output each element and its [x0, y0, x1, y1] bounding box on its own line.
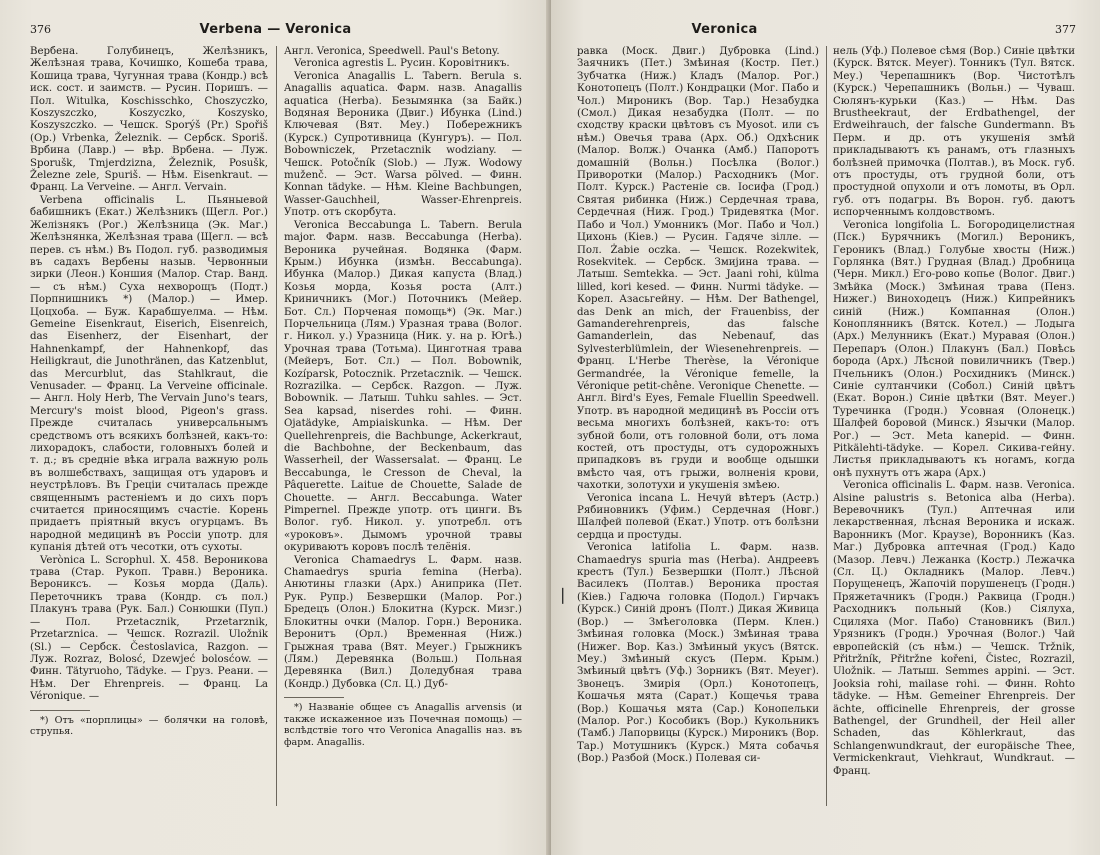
- entry-verbena-officinalis: Verbena officinalis L. Пьяныевой бабишникъ (Екат.) Желѣзникъ (Щегл. Рог.) Желізнякъ (Рог.) Желѣзница (Эк. Маг.) Желѣзнянка, Желѣзная трава (Щегл. — всѣ перев. съ нѣм.) Въ Подол. губ. разводимыя въ садахъ Вербены назыв. Червонныи зирки (Леон.) Коншия (Малор. Стар. Ванд. — съ нѣм.) Суха нехворощъ (Подт.) Порпнишникъ *) (Малор.) — Имер. Цоцхоба. — Буж. Карабшуелма. — Нѣм. Gemeine Eisenkraut, Eiserich, Eisenreich, das Eisenherz, der Eisenhart, der Hahnenkampf, der Hahnenkopf, das Heiligkraut, die Junothränen, das Katzenblut, das Mercurblut, das Stahlkraut, die Venusader. — Франц. La Verveine officinale. — Англ. Holy Herb, The Vervain Juno's tears, Mercury's moist blood, Pigeon's grass. Прежде считалась универсальнымъ средствомъ отъ всякихъ болѣзней, какъ-то: лихорадокъ, слабости, головныхъ болей и т. д.; въ средніе вѣка играла важную роль въ волшебствахъ, защищая отъ ударовъ и неустрѣловъ. Въ Греціи считалась прежде священнымъ растеніемъ и до сихъ поръ считается приносящимъ счастіе. Корень придаетъ пріятный вкусъ огурцамъ. Въ народной медицинѣ въ Россіи употр. для купанія дѣтей отъ чесотки, отъ сухоты.: [30, 194, 268, 554]
- entry-veronica-anagallis: Veronica Anagallis L. Tabern. Berula s. Anagallis aquatica. Фарм. назв. Anagallis aquatica (Herba). Безымянка (за Байк.) Водяная Вероника (Двиг.) Ибунка (Lind.) Ключевая (Вят. Меу.) Побережникъ (Курск.) Супротивница (Кунгуръ). — Пол. Bobowniczek, Przetacznik wodziany. — Чешск. Potočník (Slob.) — Луж. Wodowy muženč. — Эст. Warsa põlved. — Финн. Konnan tädyke. — Нѣм. Kleine Bachbungen, Wasser-Gauchheil, Wasser-Ehrenpreis. Употр. отъ скорбута.: [284, 70, 522, 219]
- entry-veronica-officinalis: Veronica officinalis L. Фарм. назв. Veronica. Alsine palustris s. Betonica alba (Herba). Веревочникъ (Тул.) Аптечная или лекарственная, лѣсная Вероника и искаж. Варонникъ (Мог. Краузе), Воронникъ (Каз. Маг.) Дубровка аптечная (Грод.) Кадо (Мазор. Левч.) Лежанка (Костр.) Лежачка (Сл. Ц.) Окладникъ (Малор. Левч.) Порущенецъ, Жапочій порушенецъ (Гродн.) Пряжетачникъ (Гродн.) Раквица (Гродн.) Расходникъ польный (Ков.) Сіялуха, Сциляха (Мог. Пабо) Становникъ (Вил.) Урязникъ (Гродн.) Урочная (Волог.) Чай европейскій (съ нѣм.) — Чешск. Tržnik, Přitržník, Přitržne kořeni, Čistec, Rozrazil, Uložnik. — Латыш. Semmes appini. — Эст. Jooksia rohi, mailase rohi. — Финн. Rohto tädyke. — Нѣм. Gemeiner Ehrenpreis. Der ächte, officinelle Ehrenpreis, der grosse Bathengel, der Grundheil, der Heil aller Schaden, das Köhlerkraut, das Schlangenwundkraut, der europäische Thee, Vermickenkraut, Viehkraut, Wundkraut. — Франц.: [833, 480, 1075, 777]
- column-divider: [276, 46, 277, 806]
- right-page: [551, 0, 1100, 855]
- entry-veronica-longifolia: Veronica longifolia L. Богородицелистная (Пск.) Бурячникъ (Могил.) Вероникъ, Героникъ (Влад.) Голубые хвосты (Ниж.) Горлянка (Вят.) Грудная (Влад.) Дробница (Черн. Микл.) Его-рово копье (Волог. Двиг.) Змѣйка (Моск.) Змѣиная трава (Пенз. Нижег.) Виноходецъ (Ниж.) Кипрейникъ синій (Ниж.) Компанная (Олон.) Коноплянникъ (Вятск. Котел.) — Лодыга (Арх.) Мелунникъ (Екат.) Муравая (Олон.) Перепаръ (Олон.) Плакунъ (Бал.) Повѣсь борода (Арх.) Лѣсной повиличникъ (Твер.) Пчельникъ (Олон.) Росхидникъ (Минск.) Синіе султанчики (Собол.) Синій цвѣтъ (Екат. Ворон.) Синіе цвѣтки (Вят. Меуег.) Туречинка (Гродн.) Усовная (Олонецк.) Шалфей боровой (Минск.) Язычки (Малор. Рог.) — Эст. Meta kanepid. — Финн. Pitkälehti-tädyke. — Корел. Сикива-гейну. Листья прикладываютъ къ ногамъ, когда онѣ пухнутъ отъ жара (Арх.): [833, 219, 1075, 479]
- paragraph: равка (Моск. Двиг.) Дубровка (Lind.) Заячникъ (Пет.) Змѣиная (Костр. Пет.) Зубчатка (Ниж.) Кладъ (Малор. Рог.) Конотопецъ (Полт.) Кондрацки (Мог. Пабо и Чол.) Мироникъ (Вор. Тар.) Незабудка (Смол.) Дикая незабудка (Полт. — по сходству краски цвѣтовъ съ Myosot. или съ нѣм.) Овечья трава (Арх. Об.) Одхѣсник (Малор. Волж.) Очанка (Амб.) Папоротъ домашній (Вольн.) Посѣлка (Волог.) Приворотки (Малор.) Расходникъ (Мог. Полт. Курск.) Растеніе св. Іосифа (Грод.) Святая рибинка (Ниж.) Сердечная трава, Сердечная (Ниж. Грод.) Тридевятка (Мог. Пабо и Чол.) Умонникъ (Мог. Пабо и Чол.) Цихонь (Кіев.) — Русин. Гадяче зілле. — Пол. Żabie oczka. — Чешск. Rozekwitek, Rosekvitek. — Сербск. Змијина трава. — Латыш. Semtekka. — Эст. Jaani rohi, külma lilled, kori kesed. — Финн. Nurmi tädyke. — Корел. Азасьгейну. — Нѣм. Der Bathengel, das Denk an mich, der Frauenbiss, der Gamanderehrenpreis, das falsche Gamanderlein, das Nebenauf, das Sylvesterblümlein, der Wiesenehrenpreis. — Франц. L'Herbe Therèse, la Véronique Germandrée, la Véronique femelle, la Véronique petit-chêne. Veronique Chenette. — Англ. Bird's Eyes, Female Fluellin Speedwell. Употр. въ народной медицинѣ въ Россіи отъ весьма многихъ болѣзней, какъ-то: отъ зубной боли, отъ головной боли, отъ лома костей, отъ простуды, отъ судорожныхъ припадковъ въ груди и вообще одышки вмѣсто чая, отъ грыжи, волненія крови, чахотки, золотухи и укушенія змѣею.: [577, 46, 819, 492]
- paragraph: нель (Уф.) Полевое сѣмя (Вор.) Синіе цвѣтки (Курск. Вятск. Меуег). Тонникъ (Тул. Вятск. Меу.) Черепашникъ (Вор. Чистотѣлъ (Курск.) Черепашникъ (Вольн.) — Чуваш. Сюлянъ-курьки (Каз.) — Нѣм. Das Brustheekraut, der Erdbathengel, der Erdweihrauch, der falsche Gundermann. Въ Перм. и др. отъ укушенія змѣй прикладываютъ къ ранамъ, отъ глазныхъ болѣзней примочка (Полтав.), въ Моск. губ. отъ простуды, отъ грудной боли, отъ простудной опухоли и отъ ломоты, въ Орл. губ. отъ подагры. Въ Ворон. губ. даютъ испорченнымъ колдовствомъ.: [833, 46, 1075, 219]
- right-running-head: [573, 20, 1076, 40]
- entry-veronica-chamaedrys: Veronica Chamaedrys L. Фарм. назв. Chamaedrys spuria femina (Herba). Анютины глазки (Арх.) Аниприка (Пет. Рук. Рупр.) Безвершки (Малор. Рог.) Бредецъ (Олон.) Блокитна (Курск. Мизг.) Блокитны очки (Малор. Горн.) Вероника. Веронитъ (Орл.) Временная (Ниж.) Грыжная трава (Вят. Меуег.) Грыжникъ (Лям.) Деревянка (Вольш.) Польная Деревянка (Вил.) Доледубная трава (Кондр.) Дубовка (Сл. Ц.) Дуб-: [284, 554, 522, 690]
- left-header-title: Verbena — Veronica: [199, 22, 352, 37]
- right-column-2: [833, 46, 1075, 846]
- entry-veronica-latifolia: Veronica latifolia L. Фарм. назв. Chamaedrys spuria mas (Herba). Андреевъ крестъ (Тул.) Безвершки (Полт.) Лѣсной Василекъ (Полтав.) Вероника простая (Кіев.) Гадюча головка (Подол.) Гирчакъ (Курск.) Синій дронъ (Полт.) Дикая Живица (Вор.) — Змѣеголовка (Перм. Клен.) Змѣиная головка (Моск.) Змѣиная трава (Нижег. Вор. Каз.) Змѣиный укусъ (Вятск. Меу.) Змѣиный скусъ (Перм. Крым.) Змѣиный цвѣтъ (Уф.) Зорникъ (Вят. Меуег). Звонецъ. Змирія (Орл.) Конотопецъ, Кошачья мята (Сарат.) Кощечья трава (Вор.) Кошачья мята (Сар.) Конопельки (Малор. Рог.) Кособикъ (Вор.) Кукольникъ (Тамб.) Лапорвицы (Курск.) Мироникъ (Вор. Тар.) Мотушникъ (Курск.) Мята собачья (Вор.) Разбой (Моск.) Полевая си-: [577, 542, 819, 765]
- footnote-rule: [30, 710, 90, 711]
- entry-veronica-agrestis: Veronica agrestis L. Русин. Коровітникъ.: [294, 58, 510, 70]
- footnote-rule: [284, 697, 344, 698]
- entry-veronica: Verònica L. Scrophul. X. 458. Вероникова трава (Стар. Рукоп. Травн.) Вероника. Верониксъ. — Козья морда (Даль). Переточникъ трава (Кондр. съ пол.) Плакунъ трава (Рук. Бал.) Сонюшки (Пуп.) — Пол. Przetacznik, Przetarznik, Przetarznica. — Чешск. Rozrazil. Uložnik (Sl.) — Сербск. Čestoslavica, Razgon. — Луж. Rozraz, Bolosć, Dzewjeć bolosćow. — Финн. Tätyruoho, Tädyke. — Груз. Реани. — Нѣм. Der Ehrenpreis. — Франц. La Véronique. —: [30, 554, 268, 703]
- left-column-1: [30, 46, 268, 846]
- left-column-2: [284, 46, 522, 846]
- column-divider: [826, 46, 827, 806]
- left-page-number: 376: [30, 23, 51, 36]
- pencil-mark-icon: ❘: [556, 585, 570, 604]
- footnote: *) Названіе общее съ Anagallis arvensis (и также искаженное изъ Почечная помощь) — вслѣдствіе того что Veronica Anagallis наз. въ фарм. Anagallis.: [284, 702, 522, 748]
- right-header-title: Veronica: [691, 22, 758, 37]
- footnote: *) Отъ «порплицы» — болячки на головѣ, струпья.: [30, 714, 268, 738]
- entry-veronica-beccabunga: Veronica Beccabunga L. Tabern. Berula major. Фарм. назв. Beccabunga (Herba). Вероника ручейная. Водянка (Фарм. Крым.) Ибунка (измѣн. Beccabunga). Ибунка (Малор.) Дикая капуста (Влад.) Козья морда, Козья роста (Алт.) Криничникъ (Мог.) Поточникъ (Мейер. Бот. Сл.) Порченая помощь*) (Эк. Маг.) Порчельница (Лям.) Уразная трава (Волог. г. Никол. у.) Уразница (Ник. у. на р. Югѣ.) Урочная трава (Тотьма). Цинготная трава (Мейеръ, Бот. Сл.) — Пол. Bobownik, Kozíparsk, Potocznik. Przetacznik. — Чешск. Rozrazilka. — Сербск. Razgon. — Луж. Bobownik. — Латыш. Tuhku sahles. — Эст. Sea kapsad, niserdes rohi. — Финн. Ojatädyke, Ampiaiskunka. — Нѣм. Der Quellehrenpreis, die Bachbunge, Ackerkraut, die Bachbohne, der Beckenbaum, das Wasserheil, der Wassersalat. — Франц. Le Beccabunga, le Cresson de Cheval, la Pâquerette. Laitue de Chouette, Salade de Chouette. — Англ. Beccabunga. Water Pimpernel. Прежде употр. отъ цинги. Въ Волог. губ. Никол. у. употребл. отъ «уроковъ». Дымомъ урочной травы окуриваютъ коровъ послѣ телёнія.: [284, 219, 522, 554]
- right-page-number: 377: [1055, 23, 1076, 36]
- right-column-1: [577, 46, 819, 846]
- paragraph: Англ. Veronica, Speedwell. Paul's Betony.: [284, 46, 500, 57]
- left-running-head: [30, 20, 521, 40]
- entry-veronica-incana: Veronica incana L. Нечуй вѣтеръ (Астр.) Рябиновникъ (Уфим.) Сердечная (Новг.) Шалфей полевой (Екат.) Употр. отъ болѣзни сердца и простуды.: [577, 492, 819, 541]
- paragraph: Вербена. Голубинецъ, Желѣзникъ, Желѣзная трава, Кочишко, Кошеба трава, Кошица трава, Чугунная трава (Кондр.) всѣ иск. сост. и заимств. — Русин. Поришъ. — Пол. Witulka, Koschisschko, Choszyczko, Koszyszczko, Koszyczko, Koszysko, Koszyszczko. — Чешск. Sporýš (Pr.) Spořiš (Op.) Vrbenka, Železnik. — Сербск. Sporiš. Врбина (Лавр.) — вѣр. Врбена. — Луж. Sporušk, Tmjerdzizna, Železnik, Posušk, Železne zele, Spuriš. — Нѣм. Eisenkraut. — Франц. La Verveine. — Англ. Vervain.: [30, 46, 268, 194]
